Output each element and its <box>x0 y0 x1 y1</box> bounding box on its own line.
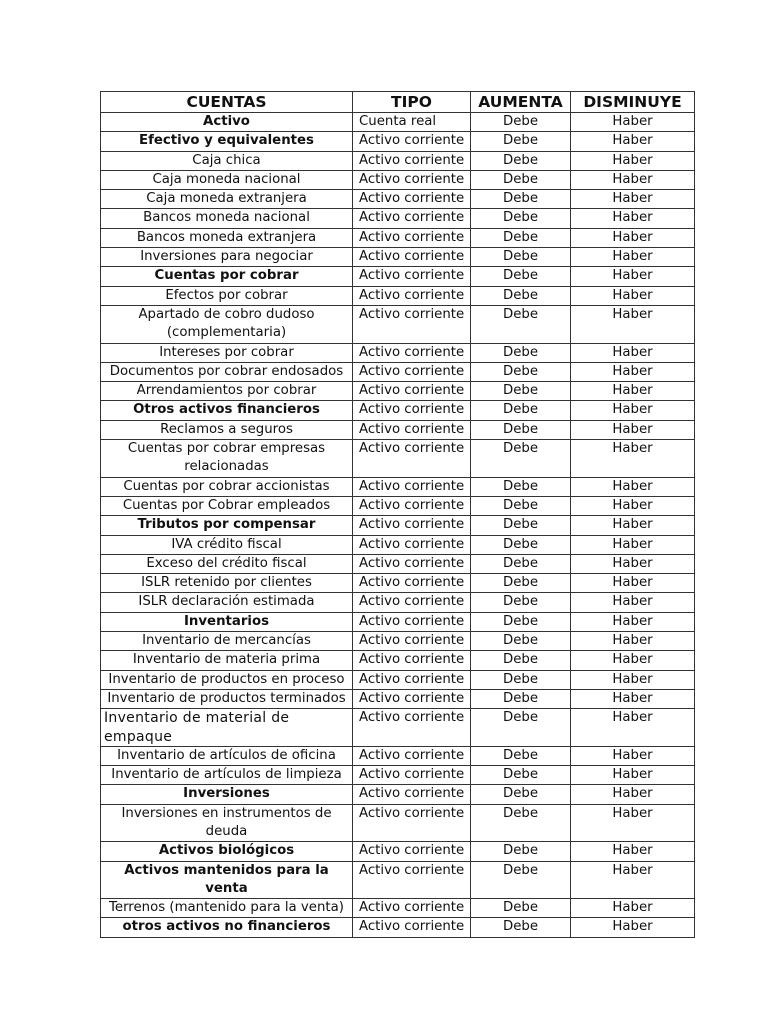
table-row <box>101 593 695 612</box>
table-row <box>101 382 695 401</box>
account-name-cell: Activo <box>101 113 353 132</box>
column-header-cuentas: CUENTAS <box>101 92 353 113</box>
decrease-cell: Haber <box>571 516 695 535</box>
account-name-cell: Inversiones <box>101 785 353 804</box>
account-type-cell: Activo corriente <box>353 804 471 842</box>
increase-cell: Debe <box>471 516 571 535</box>
decrease-cell: Haber <box>571 709 695 747</box>
table-row <box>101 420 695 439</box>
account-name-cell: Inventario de artículos de limpieza <box>101 766 353 785</box>
table-row <box>101 228 695 247</box>
account-name-cell: Inventario de materia prima <box>101 651 353 670</box>
table-row <box>101 267 695 286</box>
decrease-cell: Haber <box>571 248 695 267</box>
account-name-cell: Efectos por cobrar <box>101 286 353 305</box>
account-type-cell: Activo corriente <box>353 132 471 151</box>
account-name-cell: Caja moneda extranjera <box>101 190 353 209</box>
account-type-cell: Activo corriente <box>353 209 471 228</box>
account-name-cell: Documentos por cobrar endosados <box>101 362 353 381</box>
increase-cell: Debe <box>471 709 571 747</box>
table-row <box>101 804 695 842</box>
increase-cell: Debe <box>471 899 571 918</box>
account-name-cell: Bancos moneda extranjera <box>101 228 353 247</box>
account-type-cell: Activo corriente <box>353 709 471 747</box>
increase-cell: Debe <box>471 343 571 362</box>
account-name-cell: Tributos por compensar <box>101 516 353 535</box>
column-header-aumenta: AUMENTA <box>471 92 571 113</box>
increase-cell: Debe <box>471 209 571 228</box>
increase-cell: Debe <box>471 785 571 804</box>
account-type-cell: Activo corriente <box>353 535 471 554</box>
table-header-row <box>101 92 695 113</box>
account-type-cell: Activo corriente <box>353 516 471 535</box>
table-row <box>101 842 695 861</box>
increase-cell: Debe <box>471 766 571 785</box>
decrease-cell: Haber <box>571 632 695 651</box>
decrease-cell: Haber <box>571 496 695 515</box>
increase-cell: Debe <box>471 286 571 305</box>
column-header-disminuye: DISMINUYE <box>571 92 695 113</box>
decrease-cell: Haber <box>571 228 695 247</box>
decrease-cell: Haber <box>571 574 695 593</box>
account-type-cell: Cuenta real <box>353 113 471 132</box>
increase-cell: Debe <box>471 689 571 708</box>
account-name-cell: Inventario de productos terminados <box>101 689 353 708</box>
account-type-cell: Activo corriente <box>353 899 471 918</box>
increase-cell: Debe <box>471 842 571 861</box>
decrease-cell: Haber <box>571 554 695 573</box>
increase-cell: Debe <box>471 574 571 593</box>
account-type-cell: Activo corriente <box>353 440 471 478</box>
increase-cell: Debe <box>471 477 571 496</box>
account-name-cell: Cuentas por cobrar accionistas <box>101 477 353 496</box>
increase-cell: Debe <box>471 113 571 132</box>
increase-cell: Debe <box>471 632 571 651</box>
decrease-cell: Haber <box>571 190 695 209</box>
table-row <box>101 401 695 420</box>
account-type-cell: Activo corriente <box>353 343 471 362</box>
decrease-cell: Haber <box>571 918 695 937</box>
decrease-cell: Haber <box>571 440 695 478</box>
increase-cell: Debe <box>471 670 571 689</box>
increase-cell: Debe <box>471 401 571 420</box>
account-type-cell: Activo corriente <box>353 574 471 593</box>
increase-cell: Debe <box>471 535 571 554</box>
decrease-cell: Haber <box>571 651 695 670</box>
table-row <box>101 574 695 593</box>
account-name-cell: Inversiones en instrumentos de deuda <box>101 804 353 842</box>
table-row <box>101 861 695 899</box>
decrease-cell: Haber <box>571 401 695 420</box>
table-row <box>101 670 695 689</box>
increase-cell: Debe <box>471 861 571 899</box>
table-row <box>101 343 695 362</box>
increase-cell: Debe <box>471 305 571 343</box>
account-type-cell: Activo corriente <box>353 228 471 247</box>
account-name-cell: Terrenos (mantenido para la venta) <box>101 899 353 918</box>
table-row <box>101 516 695 535</box>
decrease-cell: Haber <box>571 612 695 631</box>
table-row <box>101 496 695 515</box>
decrease-cell: Haber <box>571 420 695 439</box>
decrease-cell: Haber <box>571 766 695 785</box>
account-name-cell: Bancos moneda nacional <box>101 209 353 228</box>
account-name-cell: Reclamos a seguros <box>101 420 353 439</box>
account-name-cell: ISLR declaración estimada <box>101 593 353 612</box>
increase-cell: Debe <box>471 804 571 842</box>
decrease-cell: Haber <box>571 267 695 286</box>
increase-cell: Debe <box>471 170 571 189</box>
account-type-cell: Activo corriente <box>353 267 471 286</box>
account-name-cell: Apartado de cobro dudoso (complementaria) <box>101 305 353 343</box>
table-row <box>101 689 695 708</box>
account-type-cell: Activo corriente <box>353 362 471 381</box>
account-name-cell: Caja moneda nacional <box>101 170 353 189</box>
accounts-document <box>100 91 694 938</box>
decrease-cell: Haber <box>571 477 695 496</box>
account-name-cell: Activos mantenidos para la venta <box>101 861 353 899</box>
table-row <box>101 766 695 785</box>
table-row <box>101 746 695 765</box>
account-type-cell: Activo corriente <box>353 190 471 209</box>
account-name-cell: Intereses por cobrar <box>101 343 353 362</box>
account-name-cell: Cuentas por Cobrar empleados <box>101 496 353 515</box>
account-type-cell: Activo corriente <box>353 496 471 515</box>
decrease-cell: Haber <box>571 132 695 151</box>
account-type-cell: Activo corriente <box>353 477 471 496</box>
account-type-cell: Activo corriente <box>353 170 471 189</box>
table-row <box>101 113 695 132</box>
increase-cell: Debe <box>471 593 571 612</box>
account-type-cell: Activo corriente <box>353 305 471 343</box>
table-body <box>101 113 695 938</box>
increase-cell: Debe <box>471 228 571 247</box>
account-type-cell: Activo corriente <box>353 420 471 439</box>
decrease-cell: Haber <box>571 286 695 305</box>
account-type-cell: Activo corriente <box>353 785 471 804</box>
decrease-cell: Haber <box>571 170 695 189</box>
table-row <box>101 785 695 804</box>
increase-cell: Debe <box>471 496 571 515</box>
account-name-cell: Arrendamientos por cobrar <box>101 382 353 401</box>
account-type-cell: Activo corriente <box>353 842 471 861</box>
increase-cell: Debe <box>471 554 571 573</box>
decrease-cell: Haber <box>571 535 695 554</box>
table-row <box>101 305 695 343</box>
account-name-cell: Cuentas por cobrar <box>101 267 353 286</box>
account-type-cell: Activo corriente <box>353 248 471 267</box>
decrease-cell: Haber <box>571 343 695 362</box>
account-name-cell: otros activos no financieros <box>101 918 353 937</box>
account-type-cell: Activo corriente <box>353 612 471 631</box>
account-name-cell: Caja chica <box>101 151 353 170</box>
decrease-cell: Haber <box>571 593 695 612</box>
account-type-cell: Activo corriente <box>353 689 471 708</box>
account-type-cell: Activo corriente <box>353 632 471 651</box>
account-name-cell: Cuentas por cobrar empresas relacionadas <box>101 440 353 478</box>
decrease-cell: Haber <box>571 362 695 381</box>
account-type-cell: Activo corriente <box>353 401 471 420</box>
table-row <box>101 535 695 554</box>
table-row <box>101 209 695 228</box>
account-name-cell: Exceso del crédito fiscal <box>101 554 353 573</box>
increase-cell: Debe <box>471 132 571 151</box>
increase-cell: Debe <box>471 746 571 765</box>
increase-cell: Debe <box>471 267 571 286</box>
decrease-cell: Haber <box>571 689 695 708</box>
account-name-cell: Inventarios <box>101 612 353 631</box>
decrease-cell: Haber <box>571 746 695 765</box>
increase-cell: Debe <box>471 918 571 937</box>
decrease-cell: Haber <box>571 151 695 170</box>
table-row <box>101 170 695 189</box>
account-type-cell: Activo corriente <box>353 651 471 670</box>
table-row <box>101 190 695 209</box>
table-row <box>101 899 695 918</box>
increase-cell: Debe <box>471 151 571 170</box>
table-row <box>101 477 695 496</box>
increase-cell: Debe <box>471 440 571 478</box>
table-row <box>101 632 695 651</box>
table-row <box>101 132 695 151</box>
account-name-cell: IVA crédito fiscal <box>101 535 353 554</box>
table-row <box>101 709 695 747</box>
increase-cell: Debe <box>471 248 571 267</box>
table-row <box>101 248 695 267</box>
table-row <box>101 362 695 381</box>
decrease-cell: Haber <box>571 382 695 401</box>
table-row <box>101 612 695 631</box>
increase-cell: Debe <box>471 190 571 209</box>
table-row <box>101 151 695 170</box>
increase-cell: Debe <box>471 382 571 401</box>
account-type-cell: Activo corriente <box>353 670 471 689</box>
increase-cell: Debe <box>471 420 571 439</box>
account-type-cell: Activo corriente <box>353 766 471 785</box>
account-type-cell: Activo corriente <box>353 593 471 612</box>
account-name-cell: ISLR retenido por clientes <box>101 574 353 593</box>
account-type-cell: Activo corriente <box>353 918 471 937</box>
accounts-table <box>100 91 695 938</box>
decrease-cell: Haber <box>571 670 695 689</box>
account-type-cell: Activo corriente <box>353 151 471 170</box>
decrease-cell: Haber <box>571 842 695 861</box>
increase-cell: Debe <box>471 612 571 631</box>
account-name-cell: Inventario de mercancías <box>101 632 353 651</box>
decrease-cell: Haber <box>571 804 695 842</box>
account-type-cell: Activo corriente <box>353 746 471 765</box>
account-name-cell: Inventario de artículos de oficina <box>101 746 353 765</box>
decrease-cell: Haber <box>571 113 695 132</box>
account-type-cell: Activo corriente <box>353 286 471 305</box>
table-row <box>101 286 695 305</box>
account-name-cell: Inversiones para negociar <box>101 248 353 267</box>
account-name-cell: Activos biológicos <box>101 842 353 861</box>
decrease-cell: Haber <box>571 209 695 228</box>
account-name-cell: Otros activos financieros <box>101 401 353 420</box>
table-row <box>101 440 695 478</box>
table-row <box>101 651 695 670</box>
account-name-cell: Inventario de material de empaque <box>101 709 353 747</box>
increase-cell: Debe <box>471 362 571 381</box>
account-type-cell: Activo corriente <box>353 861 471 899</box>
decrease-cell: Haber <box>571 861 695 899</box>
table-row <box>101 554 695 573</box>
column-header-tipo: TIPO <box>353 92 471 113</box>
increase-cell: Debe <box>471 651 571 670</box>
account-type-cell: Activo corriente <box>353 382 471 401</box>
decrease-cell: Haber <box>571 785 695 804</box>
decrease-cell: Haber <box>571 899 695 918</box>
account-name-cell: Inventario de productos en proceso <box>101 670 353 689</box>
account-type-cell: Activo corriente <box>353 554 471 573</box>
decrease-cell: Haber <box>571 305 695 343</box>
account-name-cell: Efectivo y equivalentes <box>101 132 353 151</box>
table-row <box>101 918 695 937</box>
